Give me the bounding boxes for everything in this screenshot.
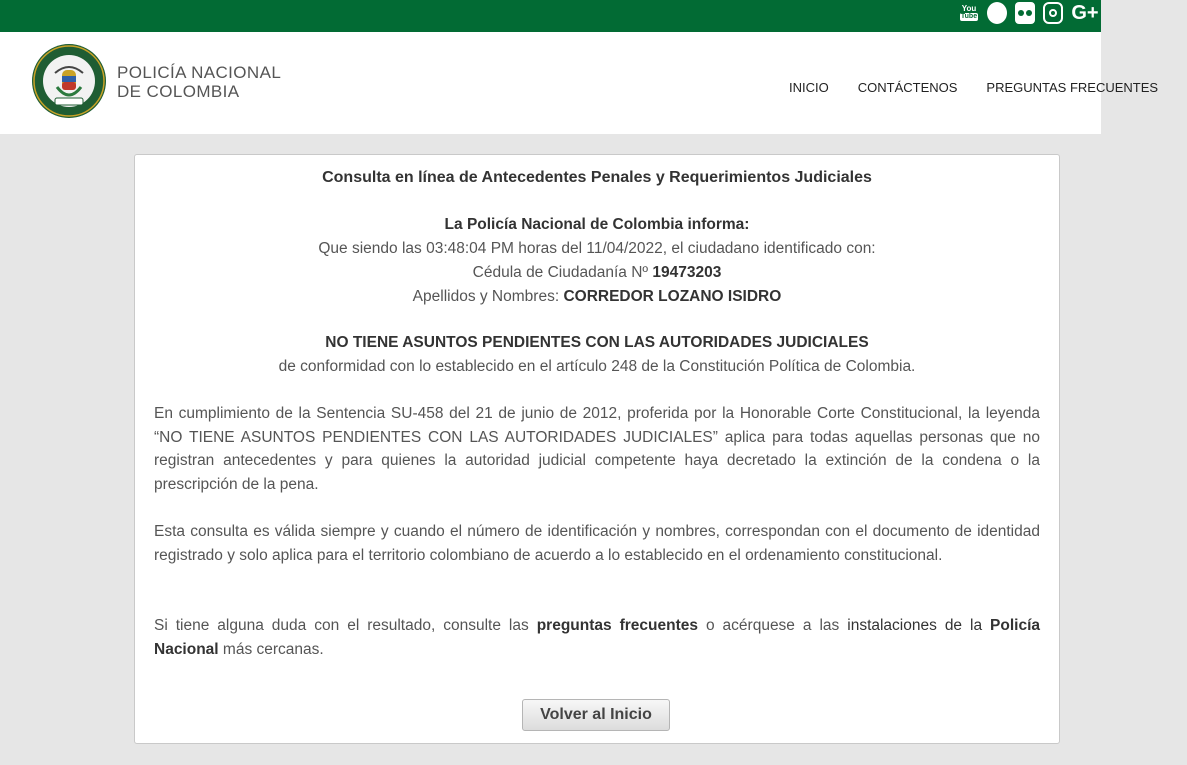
police-emblem-logo[interactable] [31,43,107,119]
id-label: Cédula de Ciudadanía Nº [472,264,649,281]
result-card [134,154,1060,744]
facilities-link-bold: Policía Nacional [154,617,1041,658]
youtube-icon[interactable] [959,2,979,24]
time-line: Que siendo las 03:48:04 PM horas del 11/04/2022, el ciudadano identificado con: [318,240,876,257]
pinterest-glyph: P [992,5,1002,21]
main-nav [789,80,1187,95]
faq-link[interactable]: preguntas frecuentes [536,617,698,634]
citizen-info [135,213,1059,309]
citizen-name: CORREDOR LOZANO ISIDRO [563,288,782,305]
nav-contactenos[interactable]: CONTÁCTENOS [857,80,958,95]
sentence-paragraph: En cumplimiento de la Sentencia SU-458 del 21 de junio de 2012, proferida por la Honorable Corte Constitucional, la leyenda “NO TIENE ASUNTOS PENDIENTES CON LAS AUTORIDADES JUDICIALES” aplica para todas aquellas personas que no registran antecedentes y para quienes la autoridad judicial competente haya decretado la extinción de la condena o la prescripción de la pena. [154,405,1040,493]
brand-line-1: POLICÍA NACIONAL [117,63,282,82]
help-text-3: más cercanas. [222,640,324,658]
brand-line-2: DE COLOMBIA [117,82,240,101]
name-label: Apellidos y Nombres: [412,288,560,305]
google-plus-icon[interactable] [1071,2,1099,24]
status-text: NO TIENE ASUNTOS PENDIENTES CON LAS AUTORIDADES JUDICIALES [325,334,869,351]
nav-inicio[interactable]: INICIO [789,80,829,95]
nav-preguntas-frecuentes[interactable]: PREGUNTAS FRECUENTES [986,80,1159,95]
top-bar [0,0,1101,32]
validity-paragraph: Esta consulta es válida siempre y cuando el número de identificación y nombres, correspondan con el documento de identidad registrado y solo aplica para el territorio colombiano de acuerdo a lo establecido en el ordenamiento constitucional. [154,523,1040,564]
help-paragraph [154,614,1040,661]
brand-name[interactable] [117,63,281,101]
facilities-link-text: instalaciones de la [847,617,983,634]
id-line [135,261,1059,285]
pinterest-icon[interactable] [987,2,1007,24]
back-to-home-button[interactable]: Volver al Inicio [522,699,670,731]
card-title: Consulta en línea de Antecedentes Penales y Requerimientos Judiciales [322,169,872,186]
status-block [135,331,1059,379]
name-line [135,285,1059,309]
google-plus-glyph: G+ [1071,1,1099,24]
help-text-2: o acérquese a las [705,617,840,634]
flickr-icon[interactable] [1015,2,1035,24]
help-text-1: Si tiene alguna duda con el resultado, consulte las [154,617,529,634]
youtube-text: You [961,4,977,13]
status-note: de conformidad con lo establecido en el artículo 248 de la Constitución Política de Colombia. [278,358,916,375]
id-number: 19473203 [652,264,722,281]
social-links [959,0,1101,26]
site-header [0,32,1159,134]
informa-heading: La Policía Nacional de Colombia informa: [444,216,750,233]
youtube-tube-text: Tube [960,13,978,20]
instagram-icon[interactable] [1043,2,1063,24]
